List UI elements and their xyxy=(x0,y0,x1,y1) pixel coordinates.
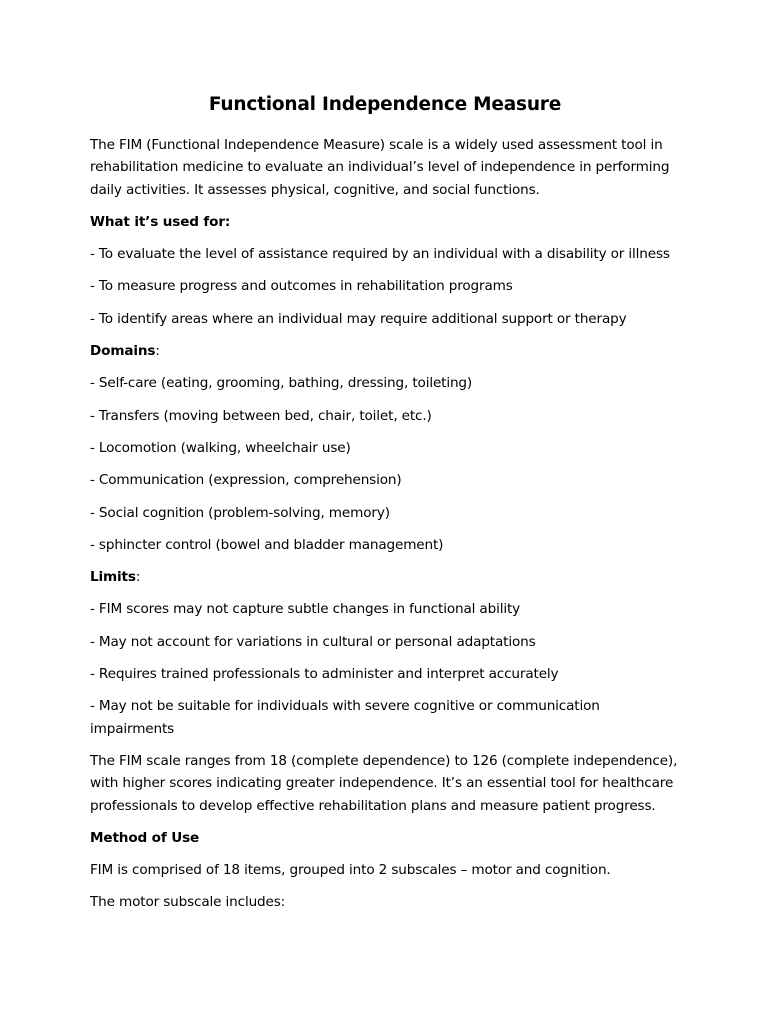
method-paragraph: FIM is comprised of 18 items, grouped into 2 subscales – motor and cognition. xyxy=(90,862,611,879)
limit-item: - FIM scores may not capture subtle changes in functional ability xyxy=(90,601,521,618)
domains-heading: Domains xyxy=(90,343,156,360)
scale-paragraph: The FIM scale ranges from 18 (complete dependence) to 126 (complete independence), with higher scores indicating greater independence. It’s an essential tool for healthcare professionals to develop effective rehabilitation plans and measure patient progress. xyxy=(90,752,678,814)
domain-item: - Self-care (eating, grooming, bathing, dressing, toileting) xyxy=(90,375,473,392)
intro-paragraph: The FIM (Functional Independence Measure) scale is a widely used assessment tool in rehabilitation medicine to evaluate an individual’s level of independence in performing daily activities. It assesses physical, cognitive, and social functions. xyxy=(90,137,670,198)
uses-heading: What it’s used for: xyxy=(90,213,231,230)
method-paragraph: The motor subscale includes: xyxy=(90,894,286,911)
limits-heading-line xyxy=(90,566,680,588)
domain-item: - Social cognition (problem-solving, memory) xyxy=(90,504,390,521)
domain-item: - Locomotion (walking, wheelchair use) xyxy=(90,439,351,456)
document-body xyxy=(90,92,680,924)
uses-item: - To measure progress and outcomes in rehabilitation programs xyxy=(90,278,513,295)
limit-item: - May not be suitable for individuals with severe cognitive or communication impairments xyxy=(90,698,600,737)
domain-item: - Communication (expression, comprehension) xyxy=(90,472,402,489)
domain-item: - sphincter control (bowel and bladder management) xyxy=(90,536,444,553)
limit-item: - Requires trained professionals to administer and interpret accurately xyxy=(90,666,559,683)
domain-item: - Transfers (moving between bed, chair, toilet, etc.) xyxy=(90,407,432,424)
limits-colon: : xyxy=(135,569,141,586)
domains-heading-line xyxy=(90,340,680,362)
uses-item: - To evaluate the level of assistance required by an individual with a disability or illness xyxy=(90,246,670,263)
limits-heading: Limits xyxy=(90,569,136,586)
uses-item: - To identify areas where an individual may require additional support or therapy xyxy=(90,310,627,327)
method-heading: Method of Use xyxy=(90,829,200,846)
limit-item: - May not account for variations in cultural or personal adaptations xyxy=(90,633,536,650)
domains-colon: : xyxy=(155,343,160,360)
document-title: Functional Independence Measure xyxy=(208,94,562,115)
